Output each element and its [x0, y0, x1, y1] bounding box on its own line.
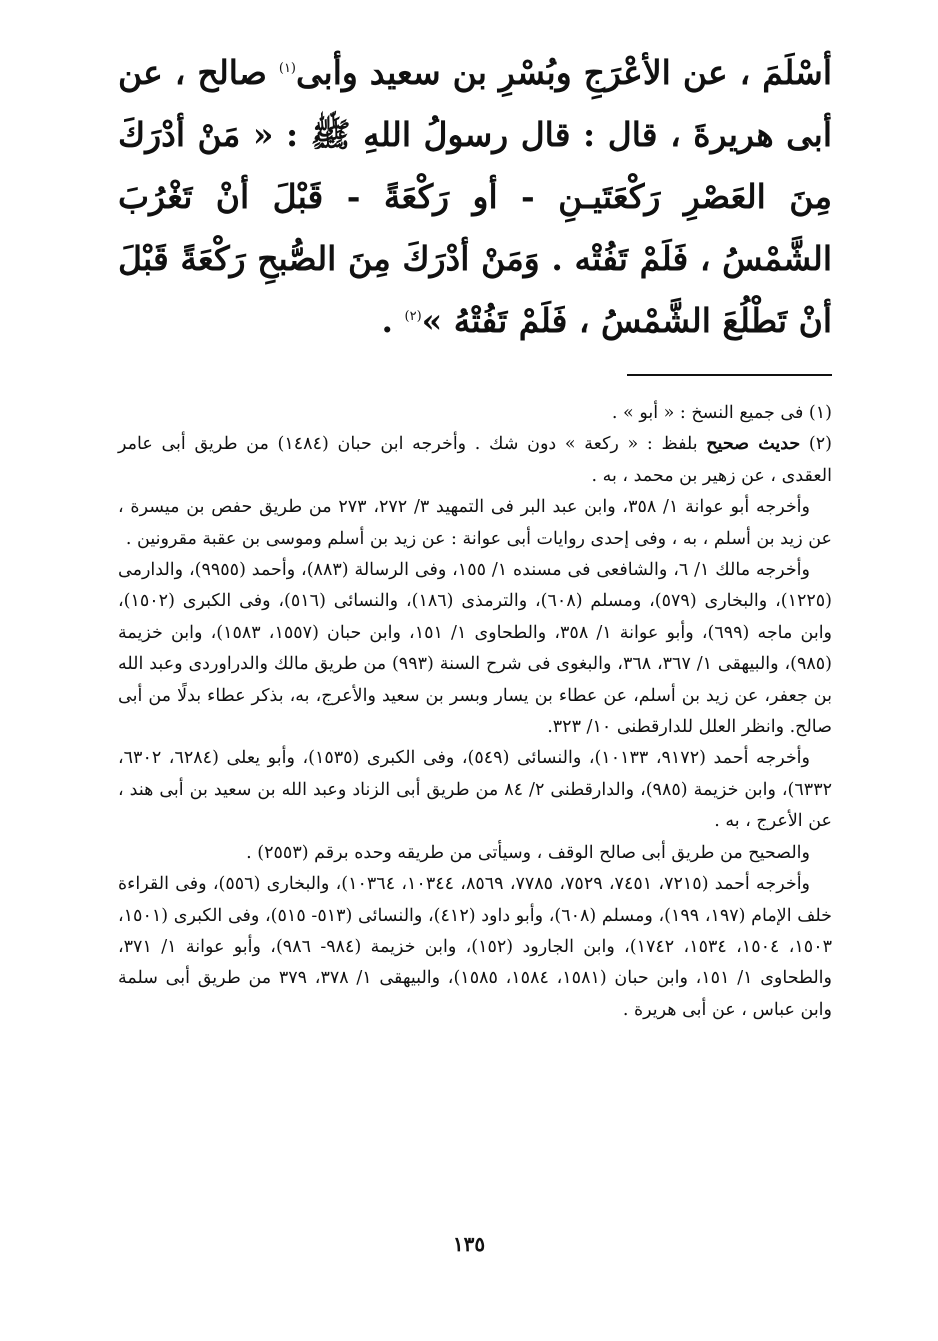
footnote-2-number: (٢) — [800, 434, 832, 455]
footnote-2-text: بلفظ : « ركعة » دون شك . وأخرجه ابن حبان (١٤٨٤) من طريق أبى عامر العقدى ، عن زهير بن محمد ، به . — [118, 434, 832, 486]
footnote-paragraph: وأخرجه أحمد (٧٢١٥، ٧٤٥١، ٧٥٢٩، ٧٧٨٥، ٨٥٦٩، ١٠٣٤٤، ١٠٣٦٤)، والبخارى (٥٥٦)، وفى القراءة خلف الإمام (١٩٧، ١٩٩)، ومسلم (٦٠٨)، وأبو داود (٤١٢)، والنسائى (٥١٣- ٥١٥)، وفى الكبرى (١٥٠١، ١٥٠٣، ١٥٠٤، ١٥٣٤، ١٧٤٢)، وابن الجارود (١٥٢)، وابن خزيمة (٩٨٤- ٩٨٦)، وأبو عوانة ١/ ٣٧١، والطحاوى ١/ ١٥١، وابن حبان (١٥٨١، ١٥٨٤، ١٥٨٥)، والبيهقى ١/ ٣٧٨، ٣٧٩ من طريق أبى سلمة وابن عباس ، عن أبى هريرة . — [118, 874, 832, 1020]
main-text-part2: صالح ، عن أبى هريرةَ ، قال : قال رسولُ اللهِ ﷺ : « مَنْ أدْرَكَ مِنَ العَصْرِ رَكْعَتَيـنِ - أو رَكْعَةً - قَبْلَ أنْ تَغْرُبَ الشَّمْسُ ، فَلَمْ تَفُتْه . وَمَنْ أدْرَكَ مِنَ الصُّبحِ رَكْعَةً قَبْلَ أنْ تَطْلُعَ الشَّمْسُ ، فَلَمْ تَفُتْهُ » — [118, 53, 832, 340]
footnote-separator — [627, 374, 832, 376]
footnote-ref-1: (١) — [278, 61, 296, 76]
footnote-ref-2: (٢) — [404, 309, 422, 324]
page-body — [118, 42, 832, 1026]
main-text — [118, 42, 832, 352]
page-number: ١٣٥ — [452, 1232, 486, 1256]
footnote-1: (١) فى جميع النسخ : « أبو » . — [611, 403, 832, 423]
footnote-paragraph: والصحيح من طريق أبى صالح الوقف ، وسيأتى من طريقه وحده برقم (٢٥٥٣) . — [246, 842, 810, 863]
footnotes — [118, 398, 832, 1026]
footnote-2 — [118, 429, 832, 492]
main-text-end: . — [381, 301, 405, 340]
footnote-2-grade: حديث صحيح — [706, 434, 801, 455]
footnote-paragraph: وأخرجه أحمد (٩١٧٢، ١٠١٣٣)، والنسائى (٥٤٩)، وفى الكبرى (١٥٣٥)، وأبو يعلى (٦٢٨٤، ٦٣٠٢، ٦٣٣٢)، وابن خزيمة (٩٨٥)، والدارقطنى ٢/ ٨٤ من طريق أبى الزناد وعبد الله بن سعيد بن أبى هند ، عن الأعرج ، به . — [118, 748, 832, 832]
footnote-paragraph: وأخرجه مالك ١/ ٦، والشافعى فى مسنده ١/ ١٥٥، وفى الرسالة (٨٨٣)، وأحمد (٩٩٥٥)، والدارمى (١٢٢٥)، والبخارى (٥٧٩)، ومسلم (٦٠٨)، والترمذى (١٨٦)، والنسائى (٥١٦)، وفى الكبرى (١٥٠٢)، وابن ماجه (٦٩٩)، وأبو عوانة ١/ ٣٥٨، والطحاوى ١/ ١٥١، وابن حبان (١٥٥٧، ١٥٨٣)، وابن خزيمة (٩٨٥)، والبيهقى ١/ ٣٦٧، ٣٦٨، والبغوى فى شرح السنة (٩٩٣) من طريق مالك والدراوردى وعبد الله بن جعفر، عن زيد بن أسلم، عن عطاء بن يسار وبسر بن سعيد والأعرج، به، بذكر عطاء بدلًا من أبى صالح. وانظر العلل للدارقطنى ١٠/ ٣٢٣. — [118, 560, 833, 738]
main-text-part1: أسْلَمَ ، عن الأعْرَجِ وبُسْرِ بن سعيد وأبى — [296, 53, 832, 92]
footnote-paragraph: وأخرجه أبو عوانة ١/ ٣٥٨، وابن عبد البر فى التمهيد ٣/ ٢٧٢، ٢٧٣ من طريق حفص بن ميسرة ، عن زيد بن أسلم ، به ، وفى إحدى روايات أبى عوانة : عن زيد بن أسلم وموسى بن عقبة مقرونين . — [118, 497, 832, 549]
